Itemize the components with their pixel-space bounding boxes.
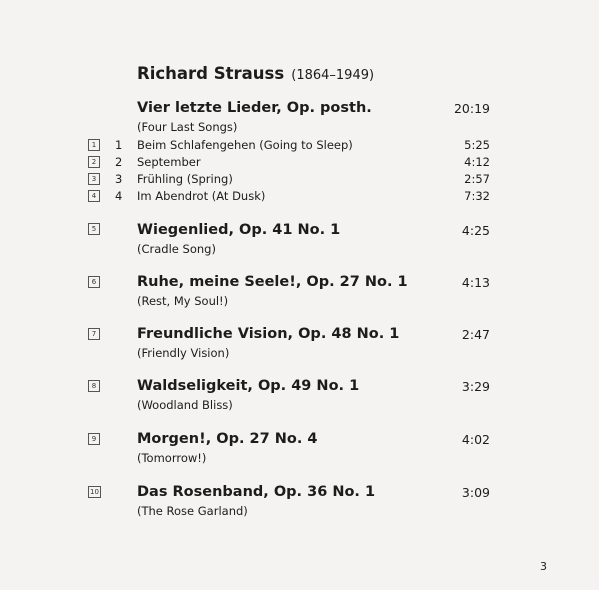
- track-title: Im Abendrot (At Dusk): [137, 189, 266, 203]
- track-duration: 5:25: [464, 138, 490, 152]
- work-subtitle: (Woodland Bliss): [137, 398, 233, 412]
- work-freundliche-vision: [137, 326, 490, 360]
- track-title: Frühling (Spring): [137, 172, 233, 186]
- track-duration: 2:57: [464, 172, 490, 186]
- work-title: Vier letzte Lieder, Op. posth.: [137, 100, 372, 116]
- work-duration: 4:13: [461, 275, 490, 290]
- track-row: [88, 138, 490, 154]
- work-duration: 3:29: [461, 379, 490, 394]
- track-row: [88, 189, 490, 205]
- work-title: Freundliche Vision, Op. 48 No. 1: [137, 326, 400, 342]
- work-wiegenlied: [137, 222, 490, 256]
- track-row: [88, 155, 490, 171]
- work-subtitle: (Four Last Songs): [137, 120, 238, 134]
- track-number-box: 10: [88, 486, 101, 498]
- track-number-box: 1: [88, 139, 100, 151]
- composer-heading: [137, 64, 374, 83]
- work-ruhe-meine-seele: [137, 274, 490, 308]
- track-number-box: 8: [88, 380, 100, 392]
- work-title: Das Rosenband, Op. 36 No. 1: [137, 484, 376, 500]
- song-number: 4: [115, 189, 123, 203]
- track-duration: 4:12: [464, 155, 490, 169]
- work-duration: 4:25: [461, 223, 490, 238]
- work-morgen: [137, 431, 490, 465]
- song-number: 2: [115, 155, 123, 169]
- track-number-box: 6: [88, 276, 100, 288]
- song-number: 3: [115, 172, 123, 186]
- track-title: Beim Schlafengehen (Going to Sleep): [137, 138, 353, 152]
- work-four-last-songs: [137, 100, 490, 134]
- work-title: Waldseligkeit, Op. 49 No. 1: [137, 378, 360, 394]
- work-title: Wiegenlied, Op. 41 No. 1: [137, 222, 341, 238]
- track-number-box: 7: [88, 328, 100, 340]
- work-subtitle: (The Rose Garland): [137, 504, 248, 518]
- track-number-box: 5: [88, 223, 100, 235]
- work-title: Morgen!, Op. 27 No. 4: [137, 431, 318, 447]
- work-subtitle: (Rest, My Soul!): [137, 294, 229, 308]
- track-title: September: [137, 155, 201, 169]
- work-waldseligkeit: [137, 378, 490, 412]
- work-duration: 3:09: [461, 485, 490, 500]
- track-number-box: 2: [88, 156, 100, 168]
- track-number-box: 3: [88, 173, 100, 185]
- work-duration: 20:19: [453, 101, 490, 116]
- song-number: 1: [115, 138, 123, 152]
- track-duration: 7:32: [464, 189, 490, 203]
- work-duration: 4:02: [461, 432, 490, 447]
- page-number: 3: [540, 560, 547, 573]
- composer-name: Richard Strauss: [137, 64, 285, 83]
- composer-dates: (1864–1949): [291, 68, 375, 83]
- track-number-box: 9: [88, 433, 100, 445]
- work-das-rosenband: [137, 484, 490, 518]
- work-subtitle: (Friendly Vision): [137, 346, 230, 360]
- work-subtitle: (Cradle Song): [137, 242, 216, 256]
- track-number-box: 4: [88, 190, 100, 202]
- work-title: Ruhe, meine Seele!, Op. 27 No. 1: [137, 274, 408, 290]
- work-duration: 2:47: [461, 327, 490, 342]
- track-row: [88, 172, 490, 188]
- work-subtitle: (Tomorrow!): [137, 451, 207, 465]
